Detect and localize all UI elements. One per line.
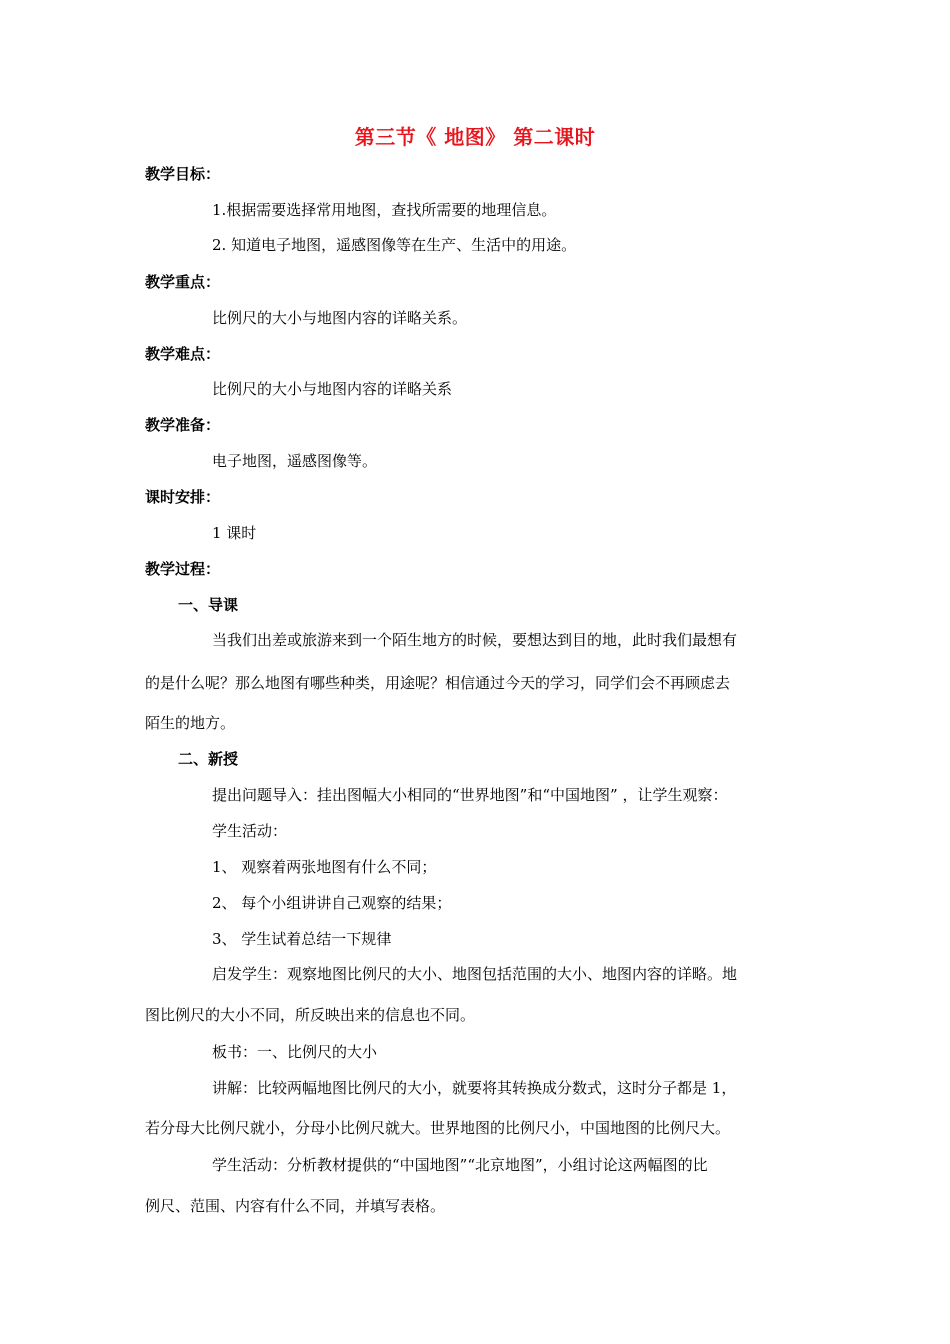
paragraph-line: 启发学生：观察地图比例尺的大小、地图包括范围的大小、地图内容的详略。地 bbox=[212, 965, 738, 983]
page-title: 第三节《 地图》 第二课时 bbox=[354, 125, 596, 149]
activity-item: 1、 观察着两张地图有什么不同； bbox=[212, 858, 437, 876]
preparation-text: 电子地图，遥感图像等。 bbox=[212, 452, 378, 470]
new-lesson-heading: 二、新授 bbox=[178, 750, 239, 768]
paragraph-line: 若分母大比例尺就小，分母小比例尺就大。世界地图的比例尺小，中国地图的比例尺大。 bbox=[145, 1119, 731, 1137]
goal-item: 1.根据需要选择常用地图，查找所需要的地理信息。 bbox=[212, 201, 557, 219]
key-points-text: 比例尺的大小与地图内容的详略关系。 bbox=[212, 309, 468, 327]
paragraph-line: 当我们出差或旅游来到一个陌生地方的时候，要想达到目的地，此时我们最想有 bbox=[212, 631, 738, 649]
paragraph-line: 讲解：比较两幅地图比例尺的大小，就要将其转换成分数式，这时分子都是 1， bbox=[212, 1079, 737, 1097]
paragraph-line: 例尺、范围、内容有什么不同，并填写表格。 bbox=[145, 1197, 446, 1215]
process-heading: 教学过程： bbox=[145, 560, 221, 578]
schedule-text: 1 课时 bbox=[212, 524, 257, 542]
schedule-heading: 课时安排： bbox=[145, 488, 221, 506]
paragraph-line: 的是什么呢？那么地图有哪些种类，用途呢？相信通过今天的学习，同学们会不再顾虑去 bbox=[145, 674, 731, 692]
activity-label: 学生活动： bbox=[212, 822, 288, 840]
paragraph-line: 图比例尺的大小不同，所反映出来的信息也不同。 bbox=[145, 1006, 476, 1024]
key-points-heading: 教学重点： bbox=[145, 273, 221, 291]
activity-item: 3、 学生试着总结一下规律 bbox=[212, 930, 392, 948]
goals-heading: 教学目标： bbox=[145, 165, 221, 183]
paragraph-line: 陌生的地方。 bbox=[145, 714, 236, 732]
board-text: 板书：一、比例尺的大小 bbox=[212, 1043, 378, 1061]
goal-item: 2. 知道电子地图，遥感图像等在生产、生活中的用途。 bbox=[212, 236, 577, 254]
preparation-heading: 教学准备： bbox=[145, 416, 221, 434]
difficulties-heading: 教学难点： bbox=[145, 345, 221, 363]
intro-heading: 一、导课 bbox=[178, 596, 239, 614]
difficulties-text: 比例尺的大小与地图内容的详略关系 bbox=[212, 380, 453, 398]
activity-item: 2、 每个小组讲讲自己观察的结果； bbox=[212, 894, 452, 912]
paragraph-line: 学生活动：分析教材提供的“中国地图”“北京地图”，小组讨论这两幅图的比 bbox=[212, 1156, 708, 1174]
question-text: 提出问题导入：挂出图幅大小相同的“世界地图”和“中国地图” ，让学生观察： bbox=[212, 786, 728, 804]
